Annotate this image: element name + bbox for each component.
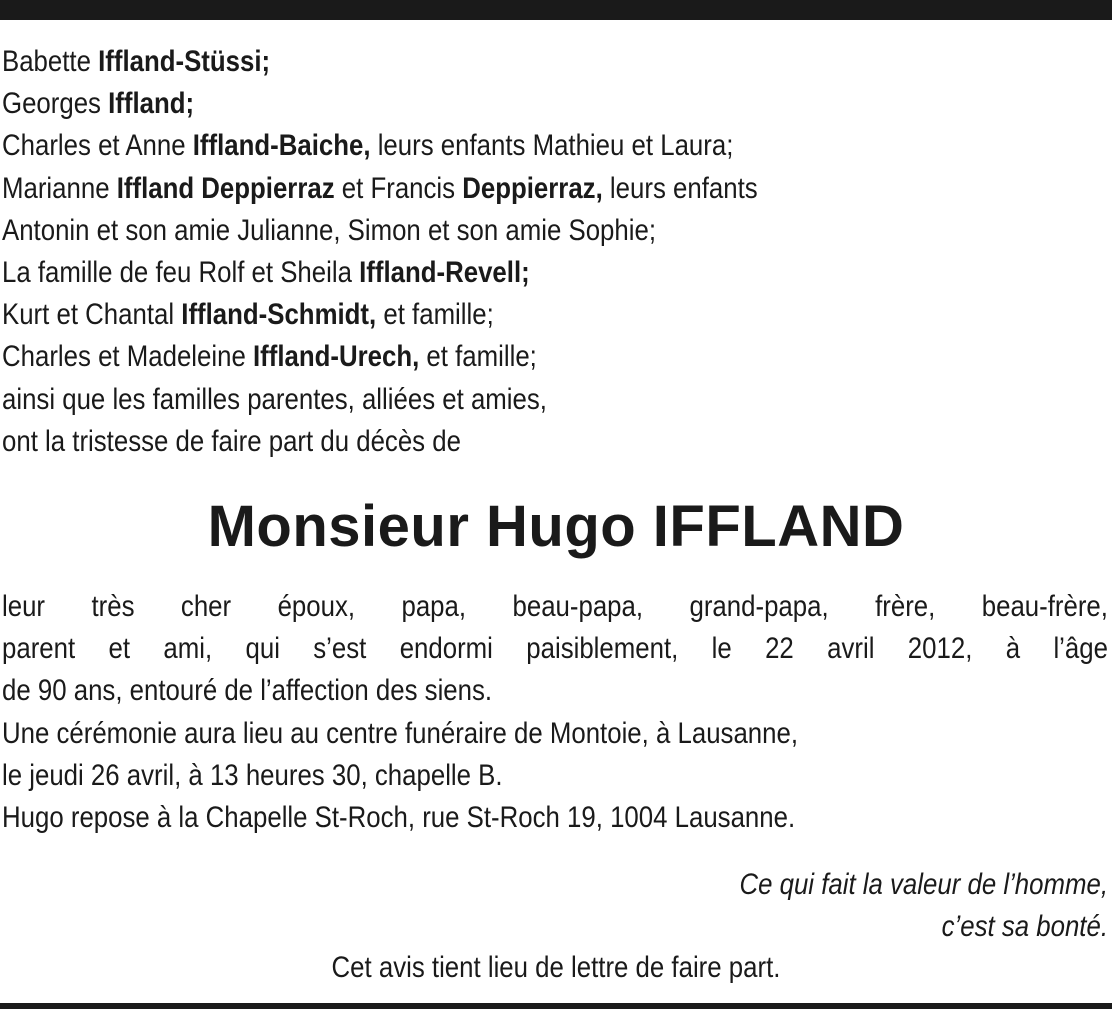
family-name-plain: et famille; — [419, 340, 537, 374]
family-name-plain: leurs enfants — [602, 171, 758, 205]
quote-line: c’est sa bonté. — [941, 910, 1108, 943]
family-line — [2, 336, 953, 378]
family-name-plain: et Francis — [334, 171, 463, 205]
family-line — [2, 252, 953, 294]
family-line — [2, 83, 953, 125]
family-name-bold: Deppierraz, — [462, 171, 603, 205]
family-line — [2, 294, 953, 336]
family-line — [2, 379, 953, 421]
family-line — [2, 125, 953, 167]
epitaph-quote — [508, 864, 1108, 948]
family-name-plain: Babette — [2, 45, 99, 78]
family-name-plain: leurs enfants Mathieu et Laura; — [370, 129, 734, 163]
closing-text: Cet avis tient lieu de lettre de faire part. — [331, 951, 781, 984]
bottom-rule — [0, 1003, 1112, 1009]
family-name-plain: et famille; — [376, 298, 494, 332]
family-name-bold: Iffland-Revell; — [359, 256, 530, 290]
rest-location-line: Hugo repose à la Chapelle St-Roch, rue St-Roch 19, 1004 Lausanne. — [2, 801, 796, 835]
family-name-bold: Iffland-Stüssi; — [98, 45, 271, 78]
family-line — [2, 168, 953, 210]
family-name-plain: La famille de feu Rolf et Sheila — [2, 256, 360, 290]
family-name-plain: Charles et Anne — [2, 129, 193, 163]
body-line: parent et ami, qui s’est endormi paisiblement, le 22 avril 2012, à l’âge — [2, 632, 1108, 666]
family-name-plain: Charles et Madeleine — [2, 340, 253, 374]
family-line — [2, 421, 953, 463]
family-line — [2, 210, 953, 252]
family-name-bold: Iffland-Schmidt, — [181, 298, 377, 332]
family-name-plain: Antonin et son amie Julianne, Simon et son amie Sophie; — [2, 213, 657, 247]
announcement-body — [2, 586, 1108, 839]
family-name-bold: Iffland Deppierraz — [116, 171, 335, 205]
deceased-name: Monsieur Hugo IFFLAND — [207, 494, 905, 559]
quote-line: Ce qui fait la valeur de l’homme, — [739, 868, 1108, 901]
ceremony-date-line: le jeudi 26 avril, à 13 heures 30, chapelle B. — [2, 758, 503, 792]
family-name-bold: Iffland-Urech, — [252, 340, 420, 374]
body-line: leur très cher époux, papa, beau-papa, grand-papa, frère, beau-frère, — [2, 590, 1108, 623]
ceremony-line: Une cérémonie aura lieu au centre funéraire de Montoie, à Lausanne, — [2, 716, 799, 750]
family-name-plain: Georges — [2, 87, 109, 121]
family-name-plain: Marianne — [2, 171, 117, 205]
family-name-bold: Iffland-Baiche, — [192, 129, 371, 163]
family-name-plain: Kurt et Chantal — [2, 298, 182, 332]
family-name-plain: ont la tristesse de faire part du décès de — [2, 424, 461, 458]
family-line — [2, 41, 953, 83]
closing-note — [0, 947, 1112, 989]
family-list — [2, 41, 953, 463]
family-name-bold: Iffland; — [108, 87, 195, 121]
family-name-plain: ainsi que les familles parentes, alliées et amies, — [2, 382, 547, 416]
top-rule — [0, 0, 1112, 20]
body-line: de 90 ans, entouré de l’affection des siens. — [2, 674, 493, 708]
